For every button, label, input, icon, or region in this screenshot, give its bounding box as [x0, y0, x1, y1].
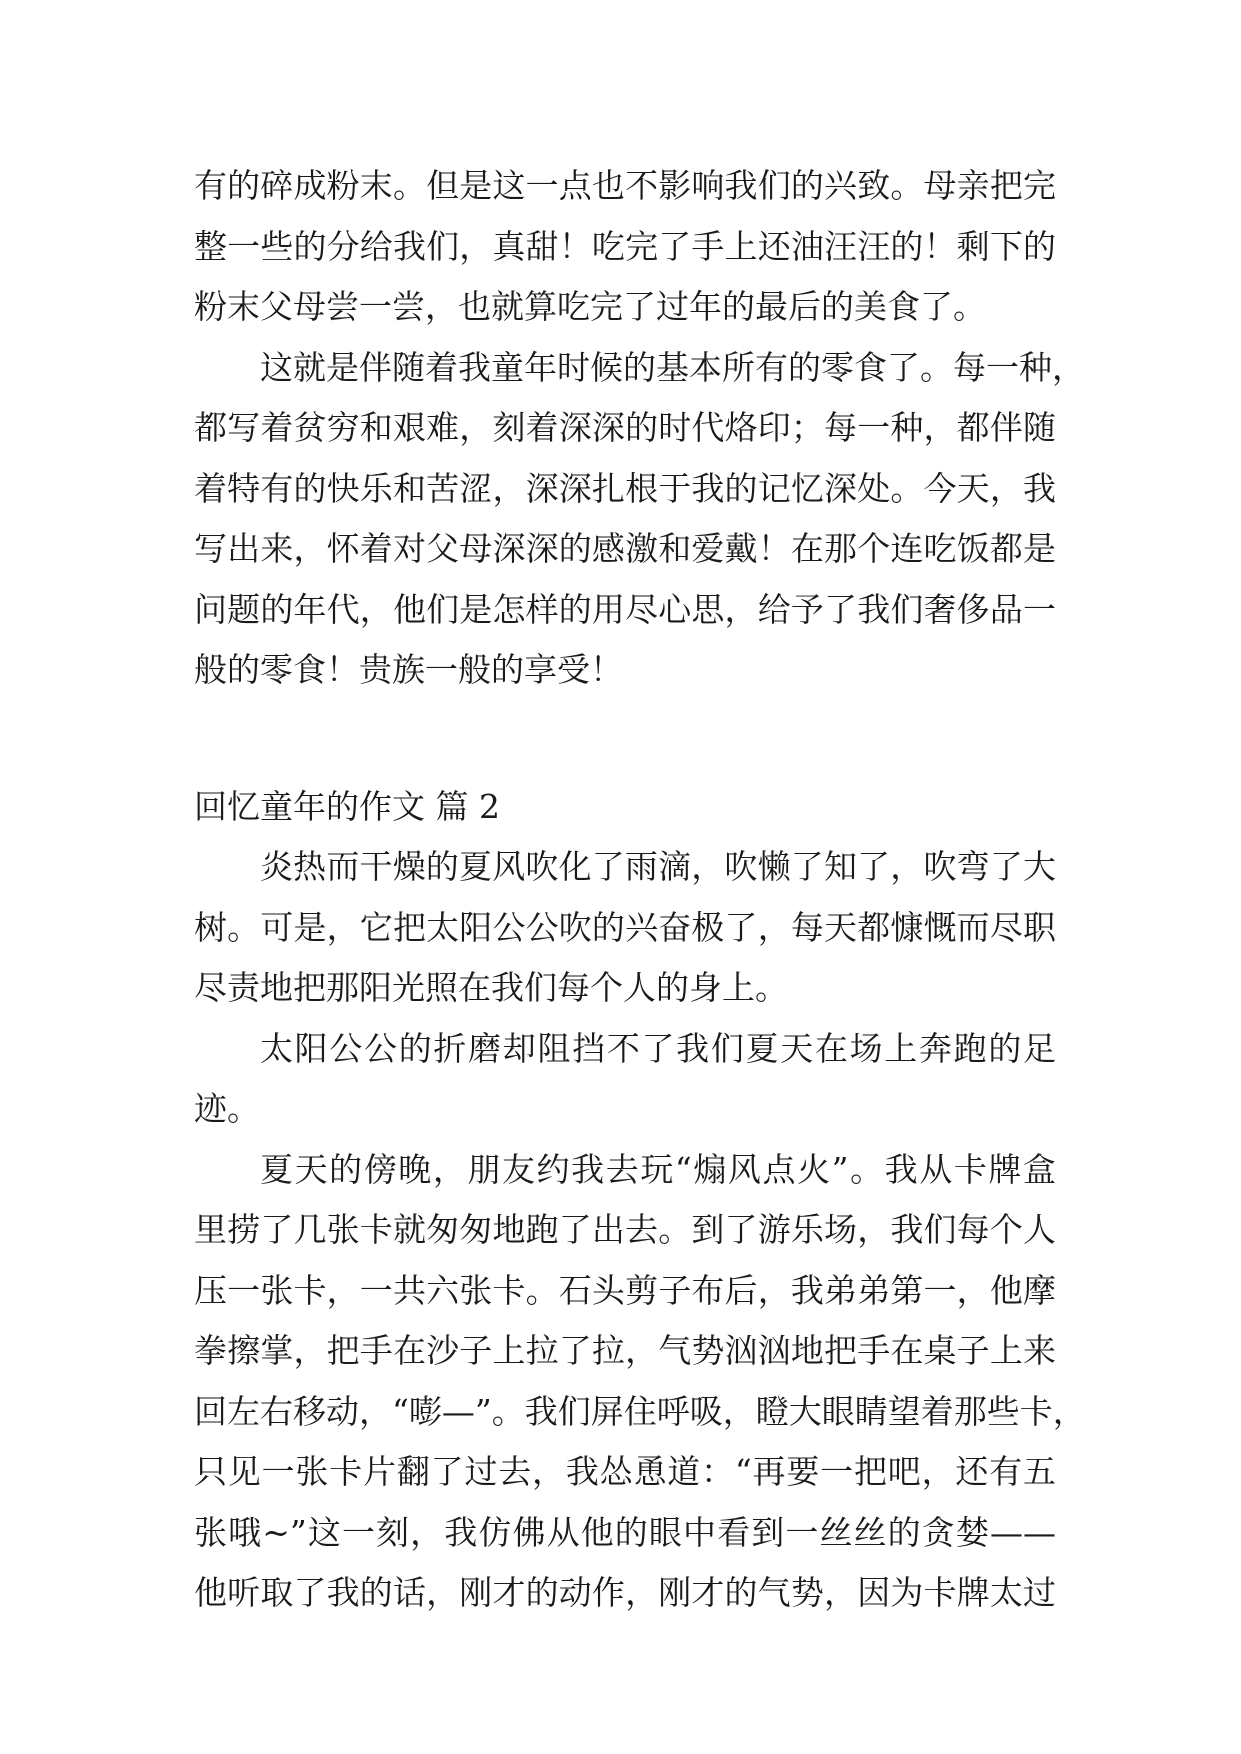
paragraph-line: 迹。	[194, 1089, 260, 1128]
paragraph-3	[194, 837, 1056, 1019]
paragraph-1	[194, 156, 1056, 338]
paragraph-line: 炎热而干燥的夏风吹化了雨滴，吹懒了知了，吹弯了大	[260, 847, 1056, 886]
paragraph-line: 只见一张卡片翻了过去，我怂恿道：“再要一把吧，还有五	[194, 1452, 1056, 1491]
paragraph-line: 写出来，怀着对父母深深的感激和爱戴！在那个连吃饭都是	[194, 529, 1056, 568]
paragraph-line: 尽责地把那阳光照在我们每个人的身上。	[194, 968, 788, 1007]
paragraph-line: 压一张卡，一共六张卡。石头剪子布后，我弟弟第一，他摩	[194, 1270, 1056, 1310]
paragraph-line: 整一些的分给我们，真甜！吃完了手上还油汪汪的！剩下的	[194, 226, 1056, 266]
paragraph-line: 般的零食！贵族一般的享受！	[194, 650, 623, 689]
paragraph-line: 他听取了我的话，刚才的动作，刚才的气势，因为卡牌太过	[194, 1573, 1056, 1612]
paragraph-line: 里捞了几张卡就匆匆地跑了出去。到了游乐场，我们每个人	[194, 1210, 1056, 1249]
paragraph-line: 问题的年代，他们是怎样的用尽心思，给予了我们奢侈品一	[194, 589, 1056, 629]
section-heading: 回忆童年的作文 篇 2	[194, 786, 500, 826]
paragraph-line: 有的碎成粉末。但是这一点也不影响我们的兴致。母亲把完	[194, 166, 1056, 205]
paragraph-line: 着特有的快乐和苦涩，深深扎根于我的记忆深处。今天，我	[194, 468, 1056, 508]
paragraph-line: 拳擦掌，把手在沙子上拉了拉，气势汹汹地把手在桌子上来	[194, 1331, 1056, 1370]
section-spacer	[194, 701, 1056, 777]
paragraph-line: 夏天的傍晚，朋友约我去玩“煽风点火”。我从卡牌盒	[260, 1149, 1056, 1189]
document-page	[194, 156, 1086, 1624]
paragraph-line: 都写着贫穷和艰难，刻着深深的时代烙印；每一种，都伴随	[194, 408, 1056, 447]
paragraph-2	[194, 338, 1085, 701]
paragraph-line: 回左右移动，“嘭—”。我们屏住呼吸，瞪大眼睛望着那些卡，	[194, 1391, 1086, 1431]
paragraph-4	[194, 1019, 1056, 1140]
paragraph-line: 粉末父母尝一尝，也就算吃完了过年的最后的美食了。	[194, 287, 986, 326]
paragraph-5	[194, 1140, 1086, 1624]
paragraph-line: 树。可是，它把太阳公公吹的兴奋极了，每天都慷慨而尽职	[194, 907, 1056, 947]
paragraph-line: 张哦~”这一刻，我仿佛从他的眼中看到一丝丝的贪婪——	[194, 1512, 1056, 1552]
paragraph-line: 太阳公公的折磨却阻挡不了我们夏天在场上奔跑的足	[260, 1028, 1056, 1068]
paragraph-line: 这就是伴随着我童年时候的基本所有的零食了。每一种，	[260, 347, 1085, 387]
